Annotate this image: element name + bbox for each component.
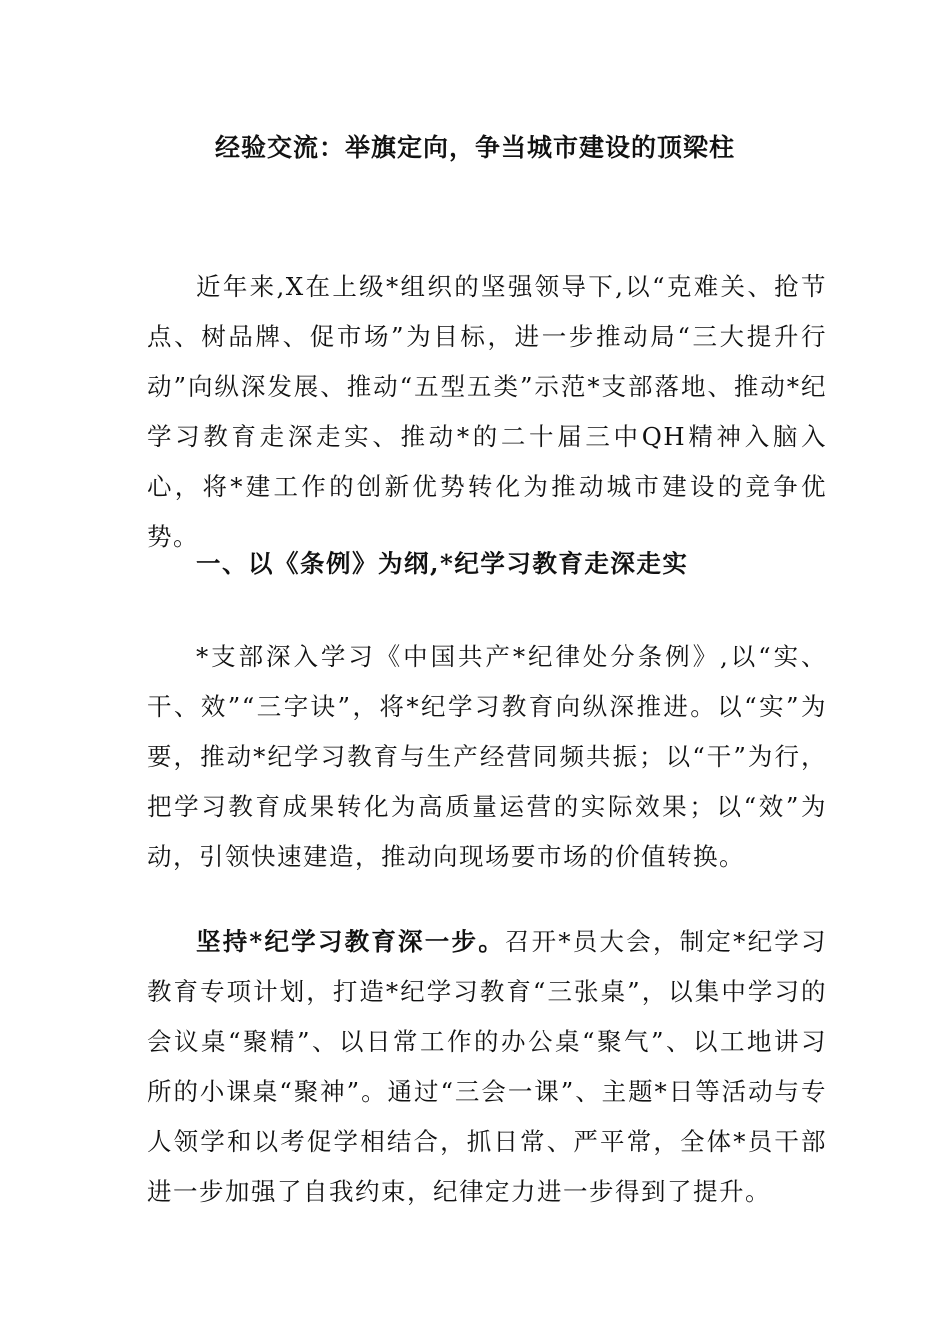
point-paragraph: [147, 917, 827, 1217]
point-body: 召开*员大会，制定*纪学习教育专项计划，打造*纪学习教育“三张桌”，以集中学习的会议桌“聚精”、以日常工作的办公桌“聚气”、以工地讲习所的小课桌“聚神”。通过“三会一课”、主题*日等活动与专人领学和以考促学相结合，抓日常、严平常，全体*员干部进一步加强了自我约束，纪律定力进一步得到了提升。: [147, 927, 827, 1206]
intro-paragraph: 近年来,X在上级*组织的坚强领导下,以“克难关、抢节点、树品牌、促市场”为目标，进一步推动局“三大提升行动”向纵深发展、推动“五型五类”示范*支部落地、推动*纪学习教育走深走实、推动*的二十届三中QH精神入脑入心，将*建工作的创新优势转化为推动城市建设的竞争优势。: [147, 272, 827, 551]
point-lead: 坚持*纪学习教育深一步。: [196, 927, 505, 956]
section-heading: 一、以《条例》为纲,*纪学习教育走深走实: [196, 549, 689, 578]
section-paragraph: *支部深入学习《中国共产*纪律处分条例》,以“实、干、效”“三字诀”，将*纪学习教育向纵深推进。以“实”为要，推动*纪学习教育与生产经营同频共振；以“干”为行，把学习教育成果转化为高质量运营的实际效果；以“效”为动，引领快速建造，推动向现场要市场的价值转换。: [147, 642, 827, 871]
document-title: 经验交流：举旗定向，争当城市建设的顶梁柱: [214, 133, 735, 162]
